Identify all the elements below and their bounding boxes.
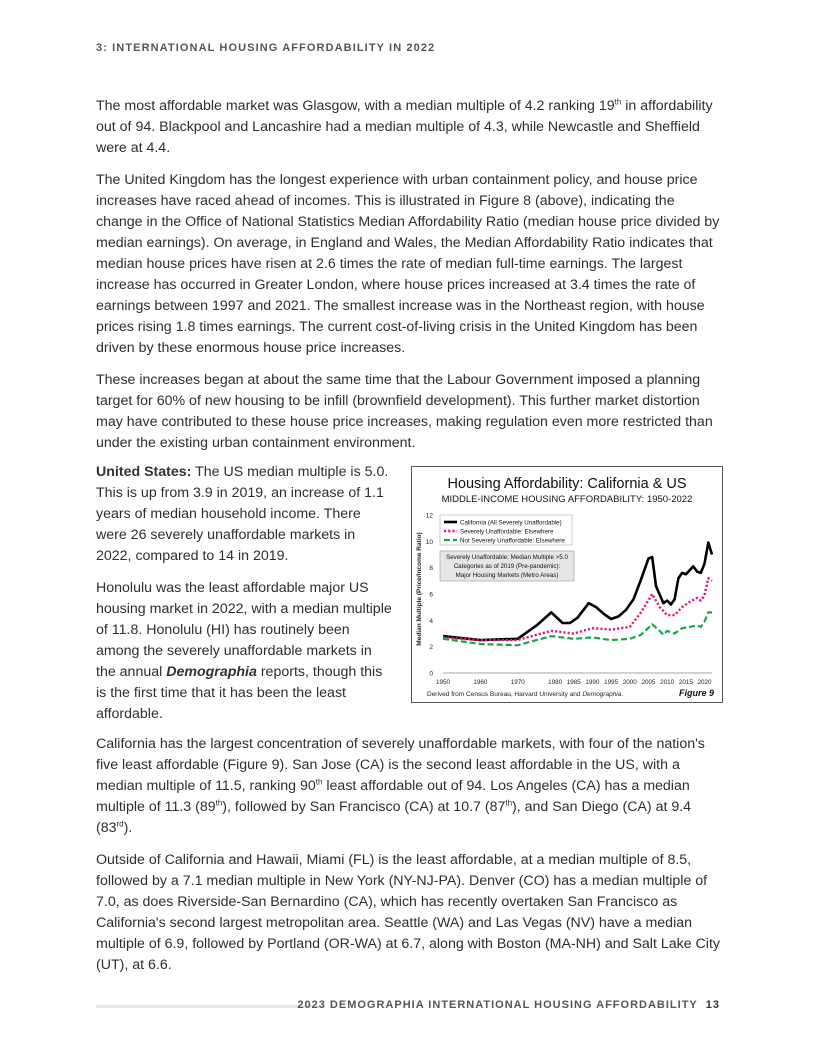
- y-tick-label: 0: [429, 670, 433, 678]
- chart-y-axis-label: Median Multiple (Price/Income Ratio): [416, 532, 423, 646]
- y-tick-label: 6: [429, 591, 433, 599]
- annotation-line: Categories as of 2019 (Pre-pandemic):: [453, 563, 561, 570]
- california-text: [96, 734, 722, 987]
- x-tick-label: 2000: [622, 679, 637, 686]
- paragraph-honolulu: Honolulu was the least affordable major US housing market in 2022, with a median multiple of 11.8. Honolulu (HI) has routinely been among the severely unaffordable markets in the annual Demographia reports, though this is the first time that it has been the least affordable.: [96, 580, 392, 722]
- x-tick-label: 1995: [604, 679, 619, 686]
- chart-title: Housing Affordability: California & US: [447, 476, 687, 492]
- x-tick-label: 1990: [585, 679, 600, 686]
- x-tick-label: 2020: [697, 679, 712, 686]
- footer-title: 2023 DEMOGRAPHIA INTERNATIONAL HOUSING AFFORDABILITY: [297, 999, 698, 1011]
- chart-svg: [412, 467, 722, 702]
- figure-label: Figure 9: [678, 688, 714, 698]
- y-tick-label: 4: [429, 617, 433, 625]
- y-tick-label: 8: [429, 565, 433, 573]
- figure-9-chart: [411, 466, 723, 703]
- running-footer: [297, 999, 720, 1011]
- x-tick-label: 1980: [548, 679, 563, 686]
- chart-source: Derived from Census Bureau, Harvard University and Demographia.: [427, 691, 624, 698]
- annotation-line: Major Housing Markets (Metro Areas): [455, 572, 559, 579]
- x-tick-label: 1960: [473, 679, 488, 686]
- x-tick-label: 2015: [678, 679, 693, 686]
- chart-subtitle: MIDDLE-INCOME HOUSING AFFORDABILITY: 1950-2022: [441, 494, 693, 505]
- intro-text: [96, 96, 722, 465]
- running-header: 3: INTERNATIONAL HOUSING AFFORDABILITY IN 2022: [96, 42, 436, 54]
- paragraph-outside-california: Outside of California and Hawaii, Miami (FL) is the least affordable, at a median multiple of 8.5, followed by a 7.1 median multiple in New York (NY-NJ-PA). Denver (CO) has a median multiple of 7.0, as does Riverside-San Bernardino (CA), which has recently overtaken San Francisco as California's second largest metropolitan area. Seattle (WA) and Las Vegas (NV) have a median multiple of 6.9, followed by Portland (OR-WA) at 6.7, along with Boston (MA-NH) and Salt Lake City (UT), at 6.6.: [96, 852, 720, 973]
- series-line-2: [443, 578, 712, 640]
- chart-annotation: [440, 551, 574, 581]
- y-tick-label: 10: [425, 538, 433, 546]
- x-tick-label: 1985: [566, 679, 581, 686]
- x-tick-label: 1950: [435, 679, 451, 686]
- x-tick-label: 2010: [660, 679, 675, 686]
- x-tick-label: 1970: [510, 679, 525, 686]
- chart-legend: [440, 515, 572, 545]
- footer-rule: [96, 1005, 324, 1008]
- paragraph-glasgow: The most affordable market was Glasgow, with a median multiple of 4.2 ranking 19th in affordability out of 94. Blackpool and Lancashire had a median multiple of 4.3, while Newcastle and Sheffield were at 4.4.: [96, 97, 713, 156]
- paragraph-us: United States: The US median multiple is 5.0. This is up from 3.9 in 2019, an increase of 1.1 years of median household income. There were 26 severely unaffordable markets in 2022, compared to 14 in 2019.: [96, 464, 389, 564]
- y-tick-label: 12: [425, 512, 433, 520]
- x-tick-label: 2005: [641, 679, 656, 686]
- legend-label: Not Severely Unaffordable: Elsewhere: [460, 537, 565, 545]
- paragraph-uk: The United Kingdom has the longest experience with urban containment policy, and house price increases have raced ahead of incomes. This is illustrated in Figure 8 (above), indicating the change in the Office of National Statistics Median Affordability Ratio (median house price divided by median earnings). On average, in England and Wales, the Median Affordability Ratio indicates that median house prices have risen at 2.6 times the rate of median full-time earnings. The largest increase has occurred in Greater London, where house prices increased at 3.4 times the rate of earnings between 1997 and 2021. The smallest increase was in the Northeast region, with house prices rising 1.8 times earnings. The current cost-of-living crisis in the United Kingdom has been driven by these enormous house price increases.: [96, 172, 720, 356]
- us-column-text: [96, 462, 392, 736]
- annotation-line: Severely Unaffordable: Median Multiple >5.0: [446, 554, 568, 561]
- paragraph-california: California has the largest concentration of severely unaffordable markets, with four of the nation's five least affordable (Figure 9). San Jose (CA) is the second least affordable in the US, with a median multiple of 11.5, ranking 90th least affordable out of 94. Los Angeles (CA) has a median multiple of 11.3 (89th), followed by San Francisco (CA) at 10.7 (87th), and San Diego (CA) at 9.4 (83rd).: [96, 736, 705, 836]
- legend-label: California (All Severely Unaffordable): [460, 519, 562, 527]
- legend-label: Severely Unaffordable: Elsewhere: [460, 528, 554, 536]
- y-tick-label: 2: [429, 644, 433, 652]
- paragraph-labour: These increases began at about the same time that the Labour Government imposed a planning target for 60% of new housing to be infill (brownfield development). This further market distortion may have contributed to these house price increases, making regulation even more restricted than under the existing urban containment environment.: [96, 372, 713, 451]
- page-number: 13: [705, 999, 720, 1011]
